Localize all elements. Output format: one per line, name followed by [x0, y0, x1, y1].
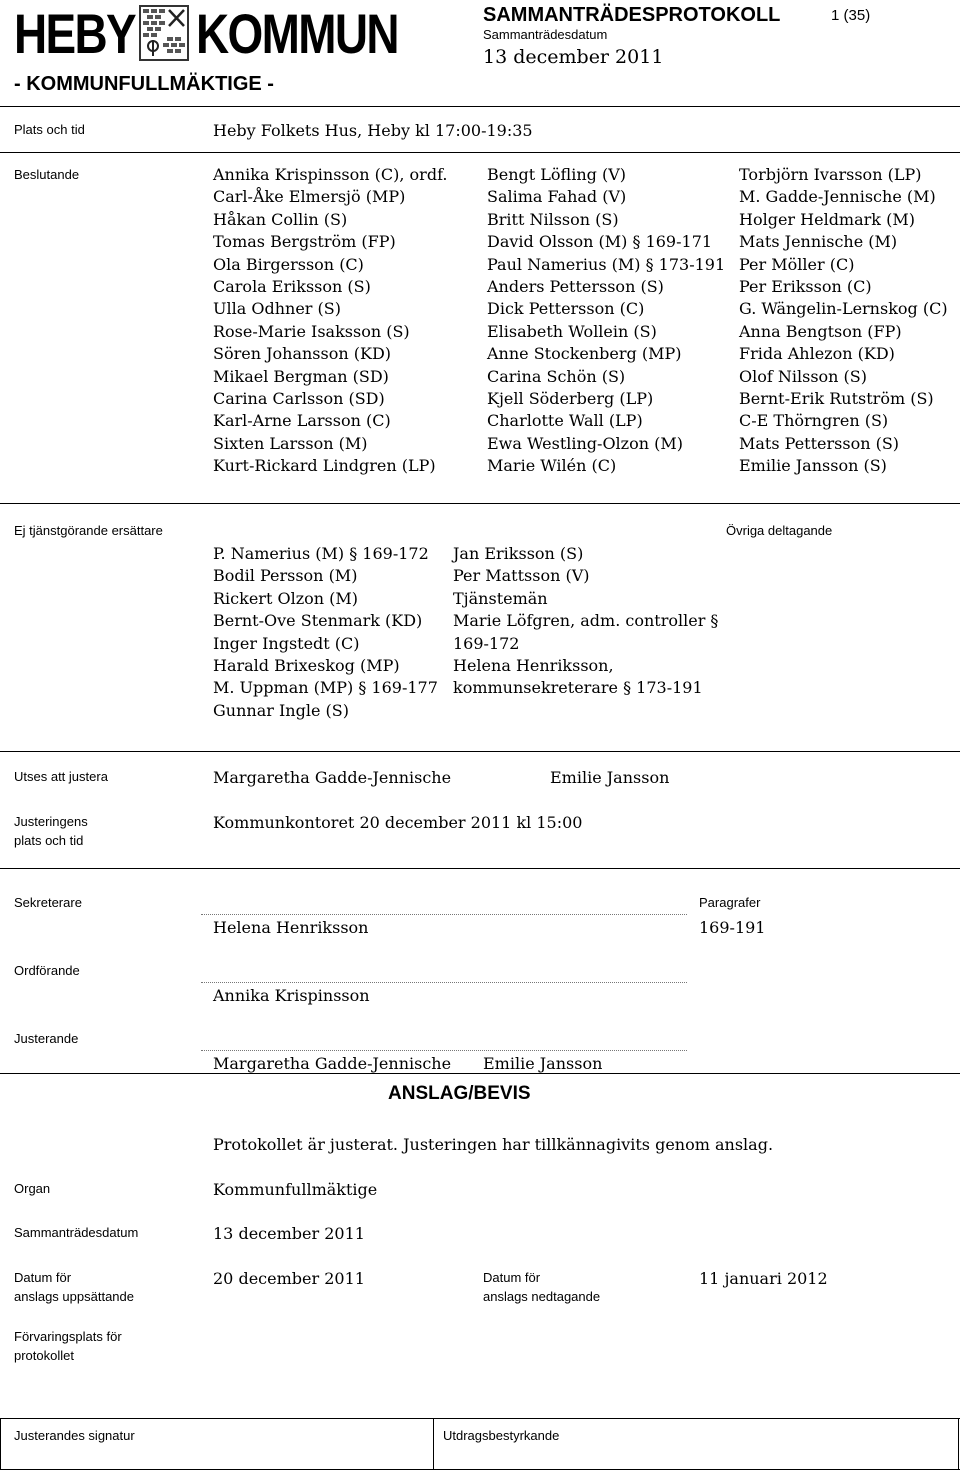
decision-column-2: [487, 164, 725, 478]
member-name: C-E Thörngren (S): [739, 411, 889, 431]
member-name: Ola Birgersson (C): [213, 254, 364, 274]
body-name: - KOMMUNFULLMÄKTIGE -: [14, 73, 274, 95]
substitutes-label: Ej tjänstgörande ersättare: [14, 523, 163, 538]
participant-name: Tjänstemän: [453, 588, 548, 608]
member-name: M. Gadde-Jennische (M): [739, 187, 936, 207]
chair-signature-line: [201, 982, 687, 983]
member-name: Frida Ahlezon (KD): [739, 344, 895, 364]
footer-bottom-line: [0, 1469, 960, 1470]
member-name: Kurt-Rickard Lindgren (LP): [213, 456, 436, 476]
member-name: Holger Heldmark (M): [739, 209, 915, 229]
adjuster-name-1: Margaretha Gadde-Jennische: [213, 1054, 452, 1073]
member-name: Charlotte Wall (LP): [487, 411, 643, 431]
adjuster-signature-line: [201, 1050, 687, 1051]
member-name: Mats Jennische (M): [739, 232, 898, 252]
member-name: Per Eriksson (C): [739, 277, 872, 297]
footer-extract-label: Utdragsbestyrkande: [443, 1428, 560, 1443]
member-name: Ulla Odhner (S): [213, 299, 341, 319]
member-name: Bernt-Erik Rutström (S): [739, 389, 934, 409]
decision-divider: [0, 503, 960, 504]
member-name: Kjell Söderberg (LP): [487, 389, 654, 409]
meeting-date-value: 13 december 2011: [213, 1224, 365, 1243]
storage-label-1: Förvaringsplats för: [14, 1329, 122, 1344]
member-name: Carina Carlsson (SD): [213, 389, 385, 409]
member-name: Tomas Bergström (FP): [213, 232, 396, 252]
organ-value: Kommunfullmäktige: [213, 1180, 378, 1199]
substitute-name: Harald Brixeskog (MP): [213, 656, 400, 676]
member-name: Håkan Collin (S): [213, 209, 348, 229]
chair-name: Annika Krispinsson: [213, 986, 370, 1005]
adjust-person-2: Emilie Jansson: [550, 768, 670, 787]
place-divider: [0, 152, 960, 153]
member-name: Salima Fahad (V): [487, 187, 627, 207]
decision-column-3: [739, 164, 948, 478]
posted-value: 20 december 2011: [213, 1269, 365, 1288]
adjust-divider: [0, 868, 960, 869]
others-label: Övriga deltagande: [726, 523, 833, 538]
member-name: David Olsson (M) § 169-171: [487, 232, 713, 252]
member-name: Anna Bengtson (FP): [739, 321, 902, 341]
notice-text: Protokollet är justerat. Justeringen har tillkännagivits genom anslag.: [213, 1135, 774, 1154]
participant-name: kommunsekreterare § 173-191: [453, 678, 703, 698]
participant-name: Marie Löfgren, adm. controller §: [453, 611, 719, 631]
removed-label-1: Datum för: [483, 1270, 541, 1285]
doc-title: SAMMANTRÄDESPROTOKOLL: [483, 4, 781, 26]
substitutes-divider: [0, 751, 960, 752]
member-name: Carl-Åke Elmersjö (MP): [213, 187, 406, 207]
adjuster-name-2: Emilie Jansson: [483, 1054, 603, 1073]
member-name: Ewa Westling-Olzon (M): [487, 433, 683, 453]
footer-right-border: [958, 1418, 959, 1470]
secretary-label: Sekreterare: [14, 895, 82, 910]
member-name: Bengt Löfling (V): [487, 165, 627, 184]
posted-label-2: anslags uppsättande: [14, 1289, 134, 1304]
member-name: Marie Wilén (C): [487, 456, 617, 476]
member-name: Emilie Jansson (S): [739, 456, 887, 476]
logo-kommun: KOMMUN: [196, 2, 398, 65]
header-divider: [0, 106, 960, 107]
adjuster-label: Justerande: [14, 1031, 79, 1046]
member-name: Mikael Bergman (SD): [213, 366, 389, 386]
chair-label: Ordförande: [14, 963, 80, 978]
coat-of-arms-icon: [137, 4, 191, 62]
substitute-name: M. Uppman (MP) § 169-177: [213, 678, 438, 698]
substitutes-column-1: [213, 543, 438, 722]
substitute-name: Inger Ingstedt (C): [213, 633, 360, 653]
member-name: Sören Johansson (KD): [213, 344, 392, 364]
member-name: Torbjörn Ivarsson (LP): [739, 165, 922, 184]
member-name: Paul Namerius (M) § 173-191: [487, 254, 726, 274]
member-name: G. Wängelin-Lernskog (C): [739, 299, 948, 319]
member-name: Rose-Marie Isaksson (S): [213, 321, 410, 341]
header-date-value: 13 december 2011: [483, 46, 664, 68]
substitute-name: Rickert Olzon (M): [213, 588, 359, 608]
substitute-name: Gunnar Ingle (S): [213, 700, 349, 720]
header-date-label: Sammanträdesdatum: [483, 27, 608, 42]
participant-name: Jan Eriksson (S): [453, 544, 584, 563]
secretary-signature-line: [201, 914, 687, 915]
adjust-place-label-1: Justeringens: [14, 814, 88, 829]
removed-value: 11 januari 2012: [699, 1269, 828, 1288]
notice-title: ANSLAG/BEVIS: [388, 1083, 531, 1104]
secretary-name: Helena Henriksson: [213, 918, 369, 937]
participant-name: Helena Henriksson,: [453, 656, 614, 676]
substitute-name: Bodil Persson (M): [213, 566, 358, 586]
signatures-divider: [0, 1073, 960, 1074]
paragraphs-value: 169-191: [699, 918, 766, 937]
member-name: Dick Pettersson (C): [487, 299, 645, 319]
paragraphs-label: Paragrafer: [699, 895, 761, 910]
adjust-place-label-2: plats och tid: [14, 833, 84, 848]
member-name: Annika Krispinsson (C), ordf.: [213, 165, 448, 184]
logo-heby: HEBY: [14, 2, 136, 65]
adjust-place-value: Kommunkontoret 20 december 2011 kl 15:00: [213, 813, 583, 832]
page-number: 1 (35): [831, 7, 871, 24]
place-label: Plats och tid: [14, 122, 85, 137]
member-name: Anders Pettersson (S): [487, 277, 664, 297]
member-name: Carola Eriksson (S): [213, 277, 371, 297]
removed-label-2: anslags nedtagande: [483, 1289, 601, 1304]
participant-name: Per Mattsson (V): [453, 566, 590, 586]
place-value: Heby Folkets Hus, Heby kl 17:00-19:35: [213, 121, 533, 140]
member-name: Sixten Larsson (M): [213, 433, 368, 453]
storage-label-2: protokollet: [14, 1348, 74, 1363]
meeting-date-label: Sammanträdesdatum: [14, 1225, 139, 1240]
decision-label: Beslutande: [14, 167, 80, 182]
footer-middle-border: [433, 1418, 434, 1470]
adjust-person-1: Margaretha Gadde-Jennische: [213, 768, 452, 787]
substitutes-column-2: [453, 543, 718, 700]
posted-label-1: Datum för: [14, 1270, 72, 1285]
member-name: Elisabeth Wollein (S): [487, 321, 657, 341]
member-name: Carina Schön (S): [487, 366, 626, 386]
member-name: Britt Nilsson (S): [487, 209, 619, 229]
member-name: Mats Pettersson (S): [739, 433, 900, 453]
organ-label: Organ: [14, 1181, 51, 1196]
member-name: Anne Stockenberg (MP): [487, 344, 682, 364]
decision-column-1: [213, 164, 448, 478]
substitute-name: Bernt-Ove Stenmark (KD): [213, 611, 423, 631]
member-name: Per Möller (C): [739, 254, 855, 274]
footer-left-border: [0, 1418, 1, 1470]
member-name: Olof Nilsson (S): [739, 366, 867, 386]
footer-top-line: [0, 1418, 960, 1419]
footer-signature-label: Justerandes signatur: [14, 1428, 135, 1443]
member-name: Karl-Arne Larsson (C): [213, 411, 391, 431]
adjust-label: Utses att justera: [14, 769, 108, 784]
substitute-name: P. Namerius (M) § 169-172: [213, 544, 429, 563]
participant-name: 169-172: [453, 633, 520, 653]
